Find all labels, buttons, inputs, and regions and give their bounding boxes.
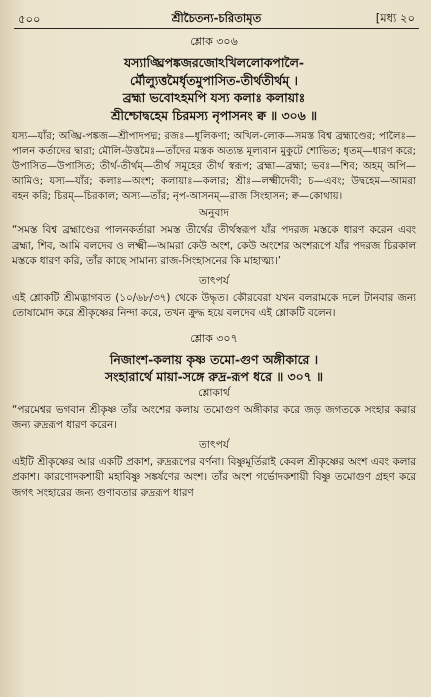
translation-text: “সমস্ত বিশ্ব ব্রহ্মাণ্ডের পালনকর্তারা সমস্ত তীর্থের তীর্থস্বরূপ যাঁর পদরজ মস্তকে ধারণ করেন এবং ব্রহ্মা, শিব, আমি বলদেব ও লক্ষ্মী—আমরা কেউ অংশ, কেউ অংশের অংশরূপে যাঁর পদরজ চিরকাল মস্তকে ধারণ করি, তাঁর কাছে সামান্য রাজ-সিংহাসনের কি মাহাত্ম্য।’ [12, 224, 416, 268]
purport-label-307: তাৎপর্য [199, 438, 229, 451]
sloka-307-label: শ্লোক ৩০৭ [190, 331, 238, 345]
purport-label: তাৎপর্য [199, 274, 229, 287]
purport-text-307: এইটি শ্রীকৃষ্ণের আর একটি প্রকাশ, রুদ্ররূপের বর্ণনা। বিষ্ণুমূর্তিরাই কেবল শ্রীকৃষ্ণের অংশ এবং কলার প্রকাশ। কারণোদকশায়ী মহাবিষ্ণু সঙ্কর্ষণের অংশ। তাঁর অংশ গর্ভোদকশায়ী বিষ্ণু তমোগুণ গ্রহণ করে জগৎ সংহারের জন্য গুণাবতার রুদ্ররূপ ধারণ [12, 455, 416, 499]
purport-text: এই শ্লোকটি শ্রীমদ্ভাগবত (১০/৬৮/৩৭) থেকে উদ্ধৃত। কৌরবেরা যখন বলরামকে দলে টানবার জন্য তোষামোদ করে শ্রীকৃষ্ণের নিন্দা করে, তখন ক্রুদ্ধ হয়ে বলদেব এই শ্লোকটি বলেন। [12, 291, 416, 320]
sloka-307-verse [12, 351, 416, 386]
sloka-306-verse [12, 54, 416, 124]
verse-line: ব্রহ্মা ভবোঽহমপি যস্য কলাঃ কলায়াঃ [122, 90, 306, 105]
verse-line: শ্রীশ্চোদ্বহেম চিরমস্য নৃপাসনং ক্ব ॥ ৩০৬ ॥ [110, 107, 317, 123]
sloka-306-label: শ্লোক ৩০৬ [190, 35, 238, 48]
page-content [12, 33, 416, 503]
verse-line: নিজাংশ-কলায় কৃষ্ণ তমো-গুণ অঙ্গীকারে । [109, 351, 319, 367]
translation-label: অনুবাদ [198, 207, 230, 220]
page-number: ৫০০ [18, 12, 41, 26]
page-header [14, 8, 419, 29]
sloka-meaning-label: শ্লোকার্থ [198, 386, 230, 399]
sloka-meaning-text: “পরমেশ্বর ভগবান শ্রীকৃষ্ণ তাঁর অংশের কলায় তমোগুণ অঙ্গীকার করে জড় জগতকে সংহার করার জন্য রুদ্ররূপ ধারণ করেন। [12, 403, 416, 432]
section-marker: [মধ্য ২০ [375, 11, 415, 25]
running-title: শ্রীচৈতন্য-চরিতামৃত [171, 11, 262, 25]
verse-line: র্মৌল্যুত্তমৈর্ধৃতমুপাসিত-তীর্থতীর্থম্ । [130, 72, 298, 88]
word-for-word-meaning: যস্য—যাঁর; অঙ্ঘ্রি-পঙ্কজ—শ্রীপাদপদ্ম; রজঃ—ধূলিকণা; অখিল-লোক—সমস্ত বিশ্ব ব্রহ্মাণ্ডের; পালৈঃ—পালন কর্তাদের দ্বারা; মৌলি-উত্তমৈঃ—তাঁদের মস্তক অত্যন্ত মূল্যবান মুকুটে শোভিত; ধৃতম্—ধারণ করে; উপাসিত—উপাসিত; তীর্থ-তীর্থম্—তীর্থ সমূহের তীর্থ স্বরূপ; ব্রহ্মা—ব্রহ্মা; ভবঃ—শিব; অহম্ অপি—আমিও; যস্য—যাঁর; কলাঃ—অংশ; কলায়াঃ—কলার; শ্রীঃ—লক্ষ্মীদেবী; চ—এবং; উদ্বহেম—আমরা বহন করি; চিরম্—চিরকাল; অস্য—তাঁর; নৃপ-আসনম্—রাজ সিংহাসন; ক্ব—কোথায়। [12, 131, 416, 203]
verse-line: যস্যাঙ্ঘ্রিপঙ্কজরজোঽখিললোকপালৈ- [124, 55, 304, 70]
verse-line: সংহারার্থে মায়া-সঙ্গে রুদ্র-রূপ ধরে ॥ ৩০৭ ॥ [104, 369, 324, 385]
